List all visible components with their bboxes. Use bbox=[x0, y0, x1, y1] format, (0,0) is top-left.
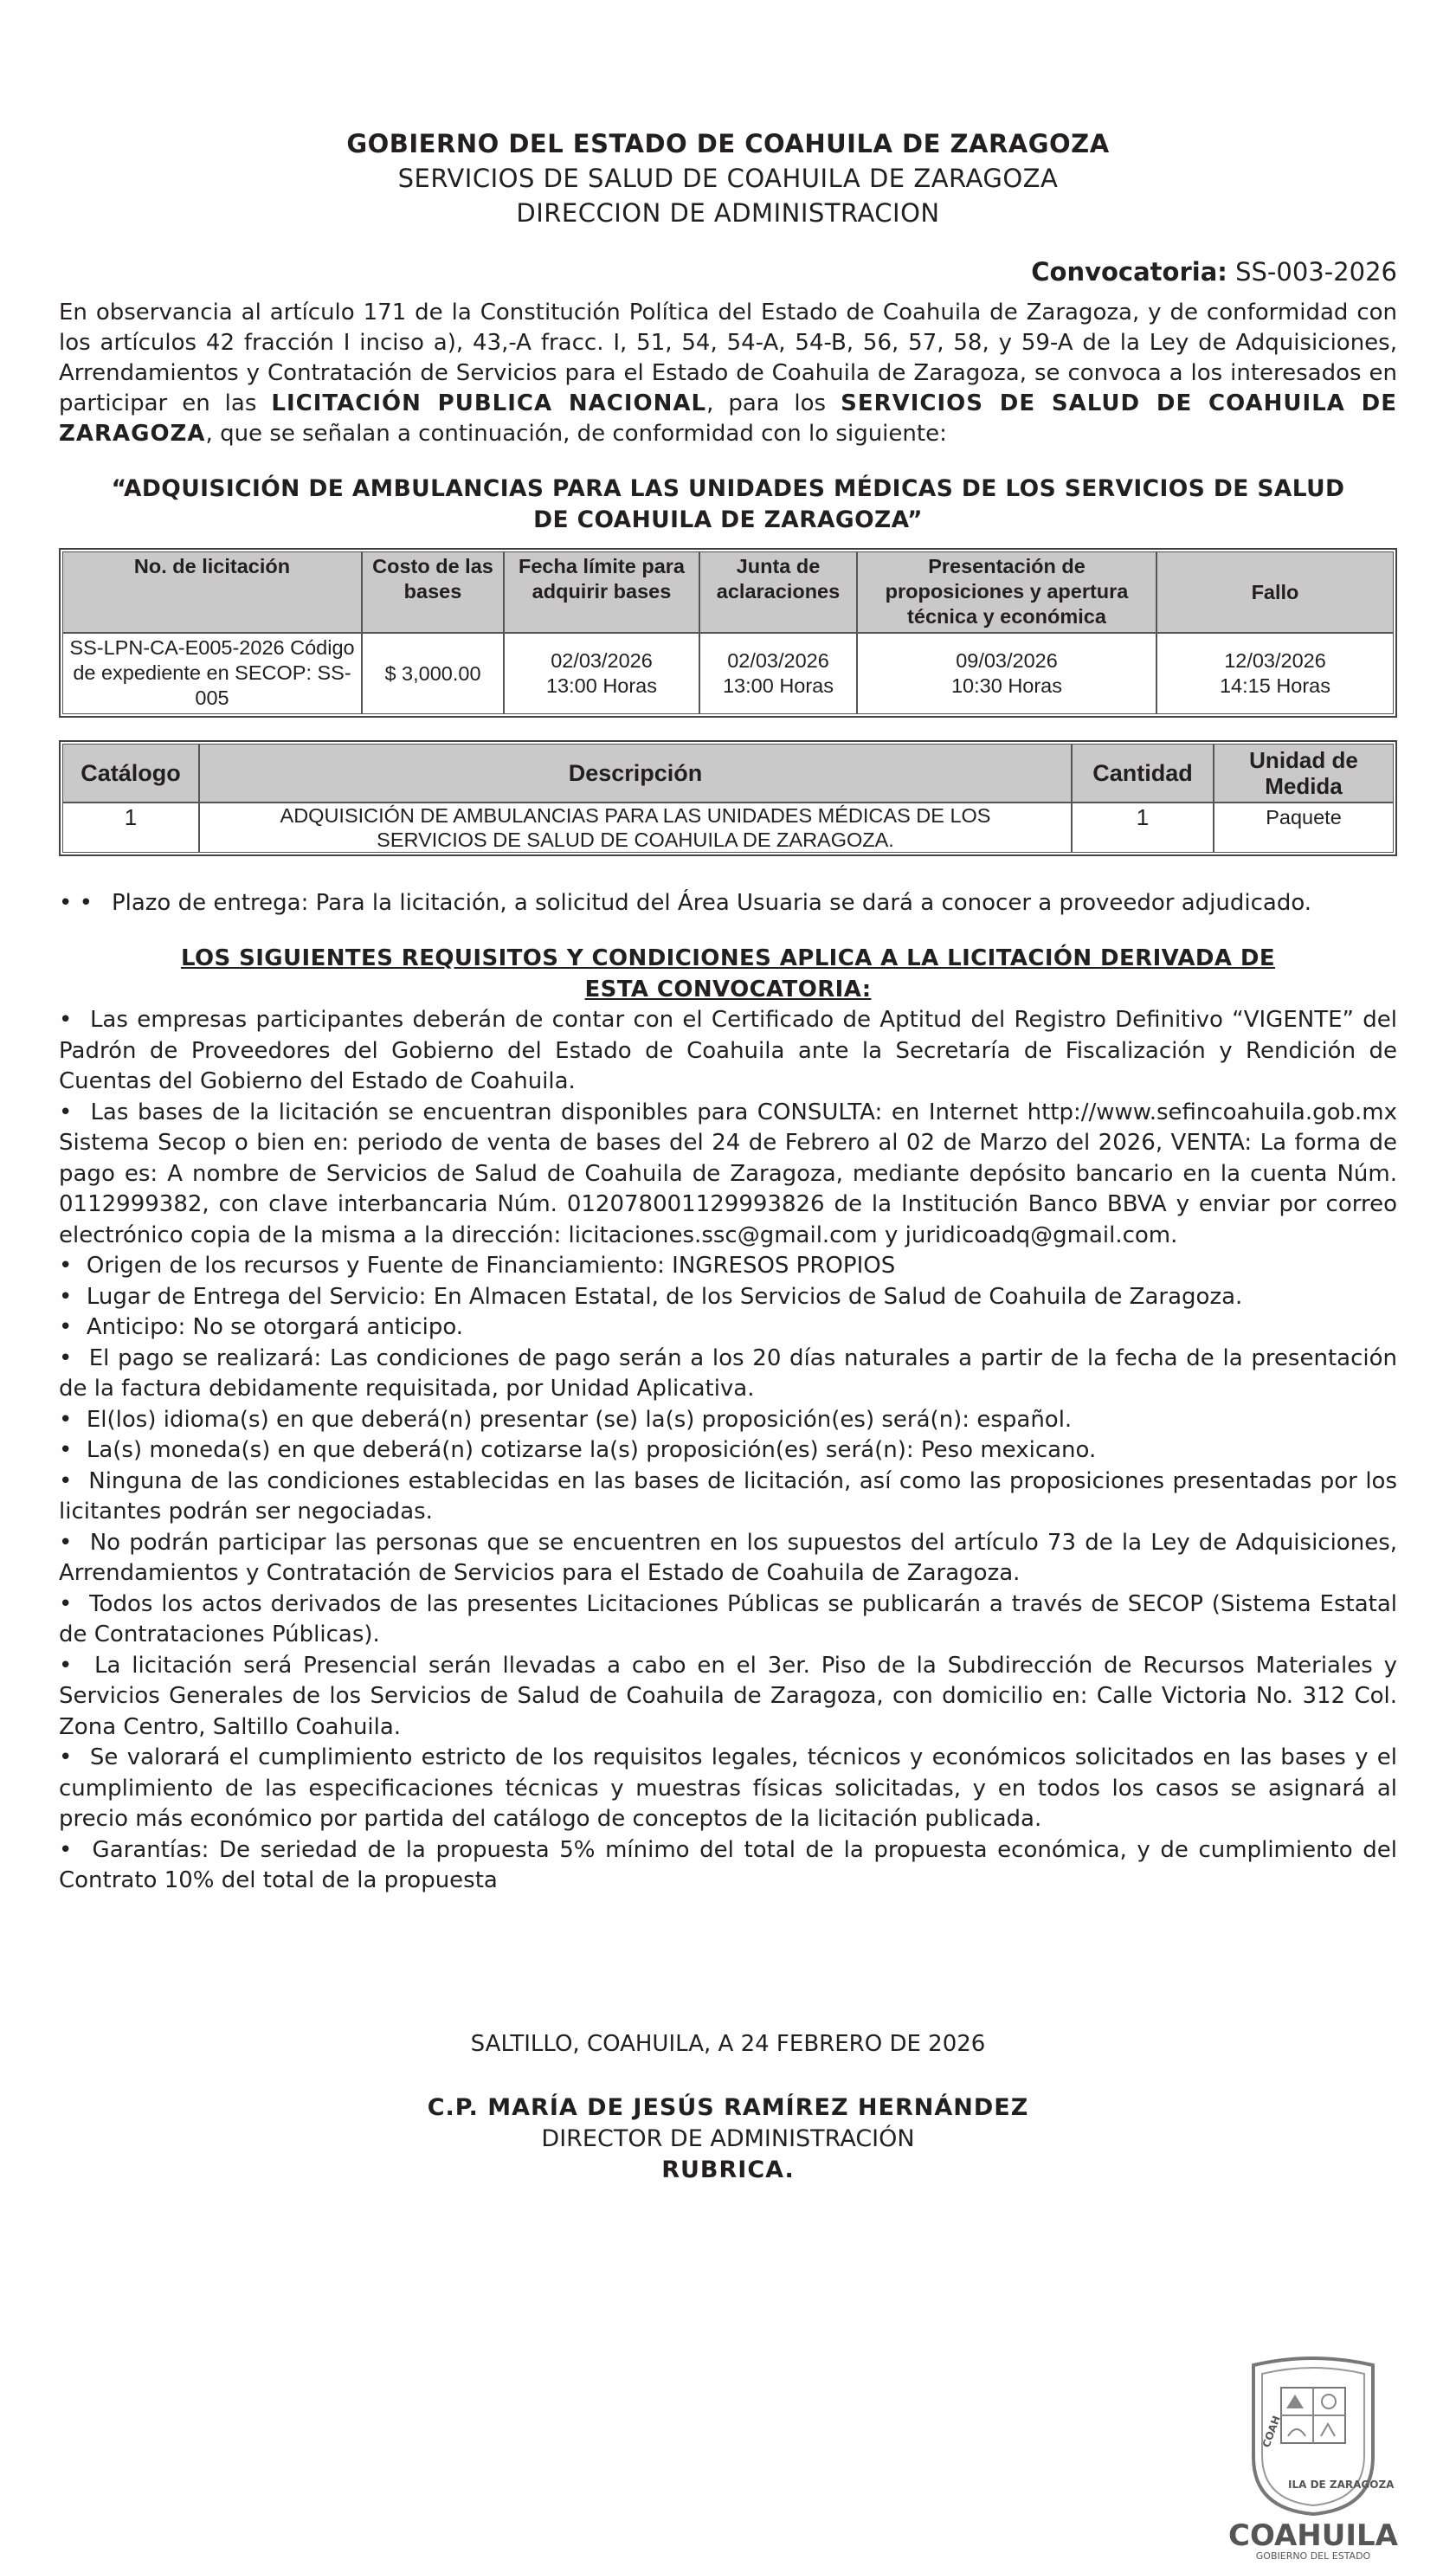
requirement-item: • Las empresas participantes deberán de contar con el Certificado de Aptitud del Registro Definitivo “VIGENTE” del Padrón de Proveedores del Gobierno del Estado de Coahuila ante la Secretaría de Fiscalización y Rendición de Cuentas del Gobierno del Estado de Coahuila. bbox=[59, 1005, 1397, 1098]
svg-text:COAH: COAH bbox=[1260, 2414, 1283, 2450]
seal-brand-sub: GOBIERNO DEL ESTADO bbox=[1255, 2550, 1371, 2562]
col-header-presentacion: Presentación de proposiciones y apertura técnica y económica bbox=[857, 551, 1156, 633]
requirement-item: • Lugar de Entrega del Servicio: En Almacen Estatal, de los Servicios de Salud de Coahuila de Zaragoza. bbox=[59, 1282, 1397, 1313]
cell-unidad: Paquete bbox=[1214, 803, 1394, 853]
convocatoria-number: SS-003-2026 bbox=[1235, 257, 1397, 287]
requirements-list bbox=[59, 1005, 1397, 1897]
item-table-header-row bbox=[62, 744, 1394, 803]
svg-text:ILA DE ZARAGOZA: ILA DE ZARAGOZA bbox=[1288, 2479, 1395, 2491]
cell-fallo bbox=[1156, 633, 1394, 714]
bid-table-row bbox=[62, 633, 1394, 714]
place-and-date: SALTILLO, COAHUILA, A 24 FEBRERO DE 2026 bbox=[470, 2030, 986, 2057]
col-header-fallo: Fallo bbox=[1156, 551, 1394, 633]
col-header-catalogo: Catálogo bbox=[62, 744, 199, 803]
bid-table-frame bbox=[59, 548, 1397, 718]
junta-time: 13:00 Horas bbox=[722, 674, 834, 697]
tender-subject: “ADQUISICIÓN DE AMBULANCIAS PARA LAS UNIDADES MÉDICAS DE LOS SERVICIOS DE SALUD DE COAHUILA DE ZARAGOZA” bbox=[111, 475, 1345, 533]
convocatoria-line bbox=[59, 255, 1397, 289]
col-header-costo: Costo de las bases bbox=[362, 551, 504, 633]
signature-block bbox=[59, 2092, 1397, 2186]
cell-presentacion bbox=[857, 633, 1156, 714]
convocatoria-label: Convocatoria: bbox=[1031, 257, 1227, 287]
item-table-frame bbox=[59, 740, 1397, 856]
cell-catalogo: 1 bbox=[62, 803, 199, 853]
col-header-descripcion: Descripción bbox=[199, 744, 1072, 803]
document-header bbox=[59, 126, 1397, 230]
requirement-item: • La(s) moneda(s) en que deberá(n) cotizarse la(s) proposición(es) será(n): Peso mexicano. bbox=[59, 1435, 1397, 1467]
fallo-time: 14:15 Horas bbox=[1219, 674, 1331, 697]
signer-name: C.P. MARÍA DE JESÚS RAMÍREZ HERNÁNDEZ bbox=[427, 2093, 1029, 2121]
fecha-limite-date: 02/03/2026 bbox=[551, 649, 653, 672]
intro-text-2: , para los bbox=[706, 390, 827, 416]
delivery-text: Plazo de entrega: Para la licitación, a solicitud del Área Usuaria se dará a conocer a proveedor adjudicado. bbox=[111, 890, 1312, 916]
requirement-item: • Todos los actos derivados de las presentes Licitaciones Públicas se publicarán a través de SECOP (Sistema Estatal de Contrataciones Públicas). bbox=[59, 1589, 1397, 1651]
presentacion-time: 10:30 Horas bbox=[950, 674, 1063, 697]
requirement-item: • Ninguna de las condiciones establecidas en las bases de licitación, así como las proposiciones presentadas por los licitantes podrán ser negociadas. bbox=[59, 1467, 1397, 1528]
fecha-limite-time: 13:00 Horas bbox=[545, 674, 658, 697]
requirement-item: • Las bases de la licitación se encuentran disponibles para CONSULTA: en Internet http://www.sefincoahuila.gob.mx Sistema Secop o bien en: periodo de venta de bases del 24 de Febrero al 02 de Marzo del 2026, VENTA: La forma de pago es: A nombre de Servicios de Salud de Coahuila de Zaragoza, mediante depósito bancario en la cuenta Núm. 0112999382, con clave interbancaria Núm. 012078001129993826 de la Institución Banco BBVA y enviar por correo electrónico copia de la misma a la dirección: licitaciones.ssc@gmail.com y juridicoadq@gmail.com. bbox=[59, 1098, 1397, 1252]
fallo-date: 12/03/2026 bbox=[1224, 649, 1326, 672]
requirement-item: • El pago se realizará: Las condiciones de pago serán a los 20 días naturales a partir de la fecha de la presentación de la factura debidamente requisitada, por Unidad Aplicativa. bbox=[59, 1344, 1397, 1405]
requirement-item: • Anticipo: No se otorgará anticipo. bbox=[59, 1312, 1397, 1344]
government-name: GOBIERNO DEL ESTADO DE COAHUILA DE ZARAGOZA bbox=[346, 129, 1110, 158]
unidad-header-text: Unidad de Medida bbox=[1249, 747, 1358, 799]
agency-name: SERVICIOS DE SALUD DE COAHUILA DE ZARAGOZA bbox=[397, 164, 1059, 193]
requirement-item: • El(los) idioma(s) en que deberá(n) presentar (se) la(s) proposición(es) será(n): español. bbox=[59, 1405, 1397, 1436]
intro-paragraph bbox=[59, 298, 1397, 449]
cell-costo: $ 3,000.00 bbox=[362, 633, 504, 714]
coat-of-arms-icon bbox=[1227, 2353, 1399, 2563]
requirements-title: LOS SIGUIENTES REQUISITOS Y CONDICIONES APLICA A LA LICITACIÓN DERIVADA DE ESTA CONVOCATORIA: bbox=[180, 945, 1276, 1003]
requirement-item: • La licitación será Presencial serán llevadas a cabo en el 3er. Piso de la Subdirección de Recursos Materiales y Servicios Generales de los Servicios de Salud de Coahuila de Zaragoza, con domicilio en: Calle Victoria No. 312 Col. Zona Centro, Saltillo Coahuila. bbox=[59, 1651, 1397, 1744]
cell-fecha-limite bbox=[504, 633, 699, 714]
intro-text-3: , que se señalan a continuación, de conformidad con lo siguiente: bbox=[205, 421, 947, 447]
document-page bbox=[59, 0, 1397, 2186]
coahuila-seal-logo bbox=[1227, 2353, 1399, 2563]
col-header-fecha-limite: Fecha límite para adquirir bases bbox=[504, 551, 699, 633]
cell-cantidad: 1 bbox=[1072, 803, 1214, 853]
intro-bold-2: SERVICIOS DE SALUD DE COAHUILA DE ZARAGOZA bbox=[59, 390, 1398, 447]
presentacion-date: 09/03/2026 bbox=[956, 649, 1058, 672]
col-header-junta: Junta de aclaraciones bbox=[699, 551, 857, 633]
col-header-licitacion: No. de licitación bbox=[62, 551, 362, 633]
delivery-bullets: • • bbox=[59, 890, 93, 916]
requirement-item: • No podrán participar las personas que se encuentren en los supuestos del artículo 73 de la Ley de Adquisiciones, Arrendamientos y Contratación de Servicios para el Estado de Coahuila de Zaragoza. bbox=[59, 1528, 1397, 1589]
item-table bbox=[62, 744, 1394, 853]
junta-date: 02/03/2026 bbox=[727, 649, 829, 672]
requirement-item: • Se valorará el cumplimiento estricto de los requisitos legales, técnicos y económicos solicitados en las bases y el cumplimiento de las especificaciones técnicas y muestras físicas solicitadas, y en todos los casos se asignará al precio más económico por partida del catálogo de conceptos de la licitación publicada. bbox=[59, 1743, 1397, 1835]
delivery-term bbox=[59, 887, 1397, 919]
directorate-name: DIRECCION DE ADMINISTRACION bbox=[516, 198, 940, 228]
intro-text-1: En observancia al artículo 171 de la Constitución Política del Estado de Coahuila de Zaragoza, y de conformidad con los artículos 42 fracción I inciso a), 43,-A fracc. I, 51, 54, 54-A, 54-B, 56, 57, 58, y 59-A de la Ley de Adquisiciones, Arrendamientos y Contratación de Servicios para el Estado de Coahuila de Zaragoza, se convoca a los interesados en participar en las bbox=[59, 300, 1397, 416]
item-table-row bbox=[62, 803, 1394, 853]
bid-table-header-row bbox=[62, 551, 1394, 633]
cell-licitacion: SS-LPN-CA-E005-2026 Código de expediente en SECOP: SS-005 bbox=[62, 633, 362, 714]
cell-descripcion: ADQUISICIÓN DE AMBULANCIAS PARA LAS UNIDADES MÉDICAS DE LOS SERVICIOS DE SALUD DE COAHUILA DE ZARAGOZA. bbox=[199, 803, 1072, 853]
signer-title: DIRECTOR DE ADMINISTRACIÓN bbox=[541, 2124, 915, 2152]
intro-bold-1: LICITACIÓN PUBLICA NACIONAL bbox=[271, 390, 707, 416]
col-header-cantidad: Cantidad bbox=[1072, 744, 1214, 803]
seal-brand: COAHUILA bbox=[1228, 2518, 1398, 2553]
cell-junta bbox=[699, 633, 857, 714]
bid-table bbox=[62, 551, 1394, 714]
requirement-item: • Garantías: De seriedad de la propuesta 5% mínimo del total de la propuesta económica, y de cumplimiento del Contrato 10% del total de la propuesta bbox=[59, 1835, 1397, 1897]
requirement-item: • Origen de los recursos y Fuente de Financiamiento: INGRESOS PROPIOS bbox=[59, 1251, 1397, 1282]
col-header-unidad bbox=[1214, 744, 1394, 803]
signer-rubrica: RUBRICA. bbox=[661, 2156, 795, 2183]
